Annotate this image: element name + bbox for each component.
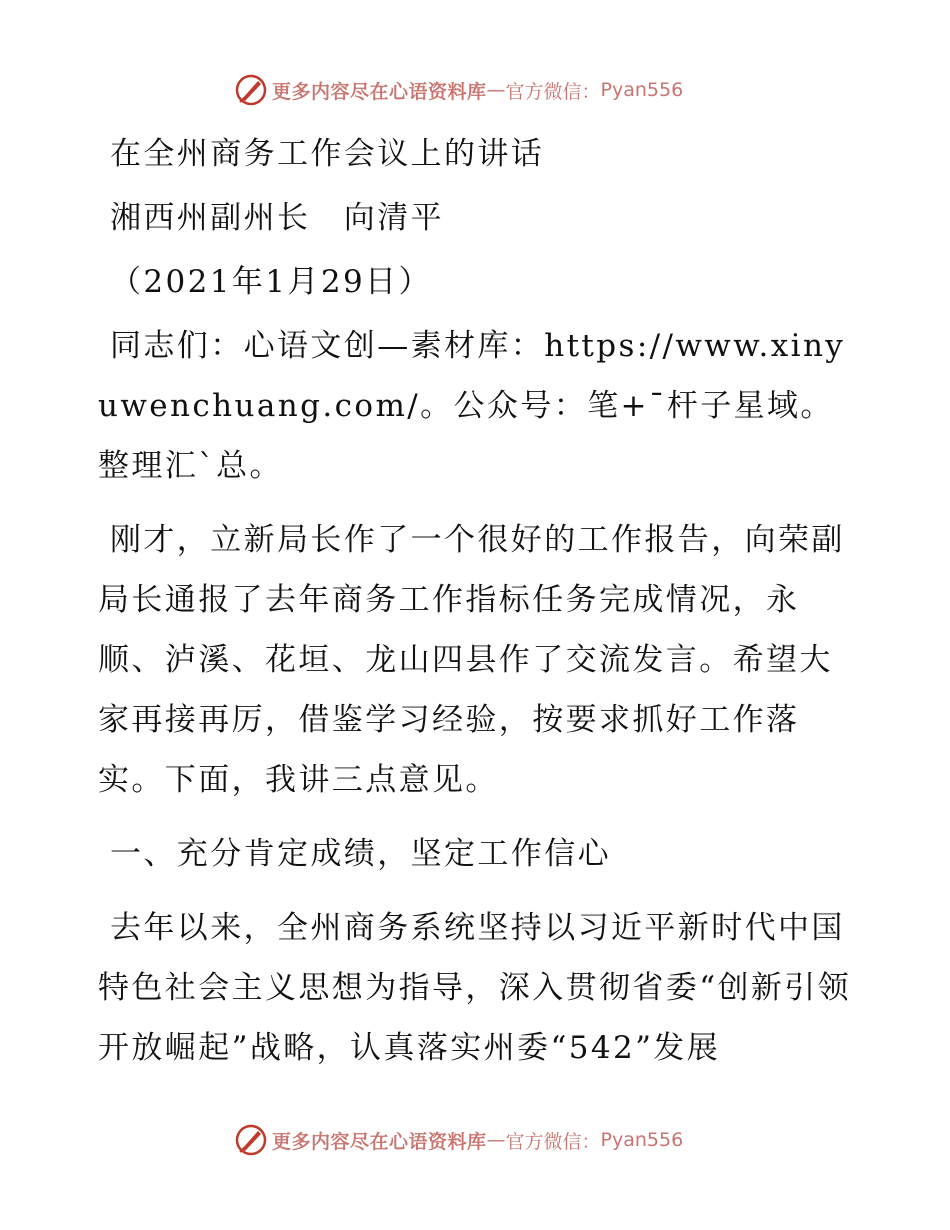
quill-logo-icon bbox=[234, 73, 268, 107]
section-heading-1: 一、充分肯定成绩，坚定工作信心 bbox=[110, 836, 611, 872]
speaker-line: 湘西州副州长 向清平 bbox=[110, 200, 444, 236]
date-line: （2021年1月29日） bbox=[110, 264, 432, 300]
document-body bbox=[98, 124, 858, 1078]
quill-logo-icon bbox=[234, 1123, 268, 1157]
watermark-footer bbox=[234, 1120, 754, 1160]
paragraph-section-1: 去年以来，全州商务系统坚持以习近平新时代中国特色社会主义思想为指导，深入贯彻省委“创新引领开放崛起”战略，认真落实州委“542”发展 bbox=[98, 910, 852, 1066]
watermark-header bbox=[234, 70, 754, 110]
watermark-dash: — bbox=[486, 79, 506, 101]
watermark-dash: — bbox=[486, 1129, 506, 1151]
document-title: 在全州商务工作会议上的讲话 bbox=[110, 136, 545, 172]
watermark-main-text: 更多内容尽在心语资料库 bbox=[272, 80, 487, 103]
watermark-wechat-id: Pyan556 bbox=[600, 1129, 684, 1151]
watermark-wechat-label: 官方微信： bbox=[505, 80, 601, 103]
paragraph-greeting: 同志们：心语文创—素材库：https://www.xinyuwenchuang.com/。公众号：笔+¯杆子星域。整理汇`总。 bbox=[98, 328, 846, 484]
watermark-main-text: 更多内容尽在心语资料库 bbox=[272, 1130, 487, 1153]
watermark-wechat-label: 官方微信： bbox=[505, 1130, 601, 1153]
paragraph-intro: 刚才，立新局长作了一个很好的工作报告，向荣副局长通报了去年商务工作指标任务完成情况，永顺、泸溪、花垣、龙山四县作了交流发言。希望大家再接再厉，借鉴学习经验，按要求抓好工作落实。下面，我讲三点意见。 bbox=[98, 522, 845, 798]
watermark-wechat-id: Pyan556 bbox=[600, 79, 684, 101]
